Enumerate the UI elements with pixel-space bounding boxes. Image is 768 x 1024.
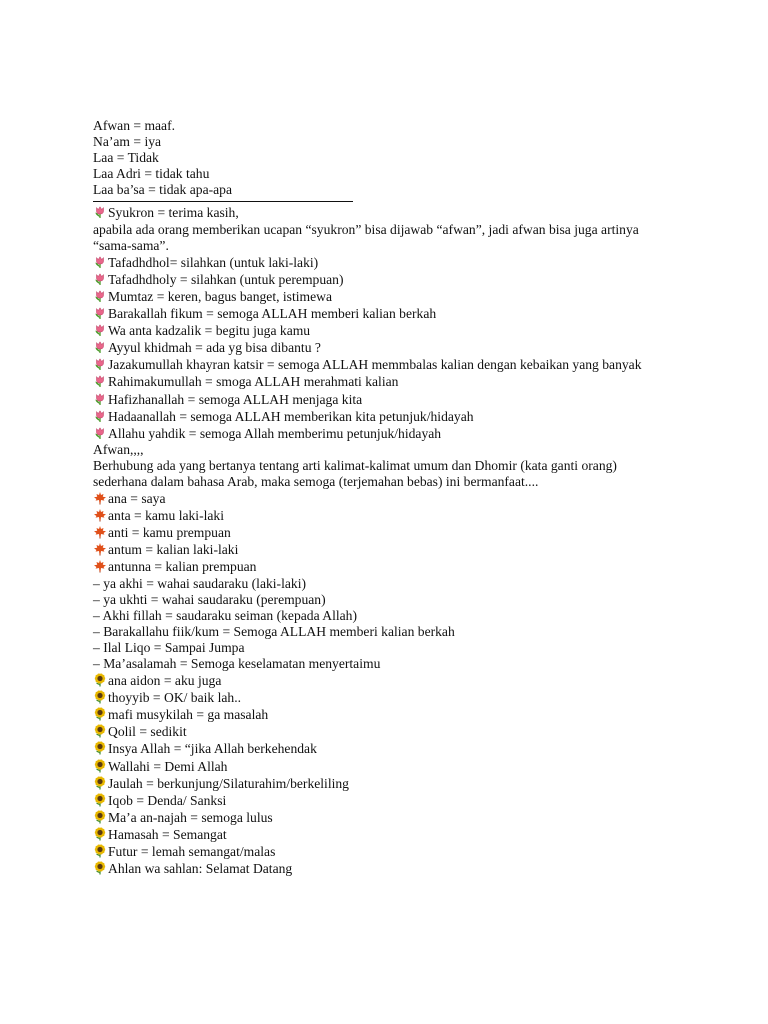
intro-line-text: Afwan = maaf. <box>93 118 176 133</box>
syukron-note <box>93 222 668 254</box>
tulip-item-text: Tafadhdhol= silahkan (untuk laki-laki) <box>108 254 319 270</box>
sunflower-item <box>93 759 693 775</box>
dash-item <box>93 624 693 640</box>
tulip-icon <box>93 374 107 388</box>
sunflower-item-text: Wallahi = Demi Allah <box>108 758 228 774</box>
sunflower-icon <box>93 861 107 875</box>
tulip-icon <box>93 289 107 303</box>
dash-item <box>93 608 693 624</box>
sunflower-item <box>93 810 693 826</box>
dash-item-text: – Akhi fillah = saudaraku seiman (kepada Allah) <box>93 607 357 623</box>
dash-item-text: – Barakallahu fiik/kum = Semoga ALLAH memberi kalian berkah <box>93 623 455 639</box>
tulip-item <box>93 272 693 288</box>
intro-paragraph-text: Berhubung ada yang bertanya tentang arti kalimat-kalimat umum dan Dhomir (kata ganti orang) sederhana dalam bahasa Arab, maka semoga (terjemahan bebas) ini bermanfaat.... <box>93 457 617 489</box>
tulip-item <box>93 409 693 425</box>
dash-item-text: – Ma’asalamah = Semoga keselamatan menyertaimu <box>93 656 381 671</box>
tulip-icon <box>93 255 107 269</box>
tulip-icon <box>93 340 107 354</box>
tulip-icon <box>93 357 107 371</box>
sunflower-item <box>93 793 693 809</box>
intro-line <box>93 118 693 134</box>
sunflower-item <box>93 673 693 689</box>
afwan-line-text: Afwan,,,, <box>93 441 144 457</box>
tulip-icon <box>93 392 107 406</box>
maple-item <box>93 559 693 575</box>
intro-line <box>93 134 693 150</box>
sunflower-item-text: Jaulah = berkunjung/Silaturahim/berkeliling <box>108 775 349 791</box>
sunflower-icon <box>93 844 107 858</box>
tulip-icon <box>93 306 107 320</box>
maple-item-text: ana = saya <box>108 491 166 507</box>
sunflower-item-text: Insya Allah = “jika Allah berkehendak <box>108 741 317 757</box>
maple-leaf-icon <box>93 542 107 556</box>
tulip-icon <box>93 426 107 440</box>
sunflower-item-text: thoyyib = OK/ baik lah.. <box>108 690 242 706</box>
dash-item-text: – Ilal Liqo = Sampai Jumpa <box>93 639 245 655</box>
horizontal-rule <box>93 201 353 202</box>
tulip-item-text: Mumtaz = keren, bagus banget, istimewa <box>108 288 332 304</box>
sunflower-item-text: Qolil = sedikit <box>108 724 187 740</box>
sunflower-icon <box>93 810 107 824</box>
dash-item <box>93 640 693 656</box>
sunflower-icon <box>93 724 107 738</box>
sunflower-item <box>93 861 693 877</box>
tulip-item <box>93 255 693 271</box>
sunflower-item <box>93 741 693 757</box>
syukron-line-text: Syukron = terima kasih, <box>108 205 239 221</box>
tulip-item <box>93 357 668 373</box>
maple-leaf-icon <box>93 508 107 522</box>
sunflower-icon <box>93 827 107 841</box>
dash-item-text: – ya akhi = wahai saudaraku (laki-laki) <box>93 575 306 591</box>
sunflower-item <box>93 724 693 740</box>
maple-item-text: anti = kamu prempuan <box>108 525 231 541</box>
syukron-line <box>93 205 693 221</box>
intro-line-text: Laa = Tidak <box>93 150 159 166</box>
syukron-note-text: apabila ada orang memberikan ucapan “syukron” bisa dijawab “afwan”, jadi afwan bisa juga artinya “sama-sama”. <box>93 221 639 253</box>
tulip-item-text: Hafizhanallah = semoga ALLAH menjaga kita <box>108 391 363 407</box>
maple-leaf-icon <box>93 491 107 505</box>
sunflower-icon <box>93 741 107 755</box>
sunflower-item-text: Hamasah = Semangat <box>108 826 227 842</box>
maple-leaf-icon <box>93 525 107 539</box>
sunflower-icon <box>93 707 107 721</box>
intro-line <box>93 150 693 166</box>
sunflower-icon <box>93 759 107 773</box>
intro-line-text: Laa ba’sa = tidak apa-apa <box>93 182 232 198</box>
tulip-icon <box>93 205 107 219</box>
tulip-item-text: Ayyul khidmah = ada yg bisa dibantu ? <box>108 340 321 356</box>
sunflower-item-text: mafi musykilah = ga masalah <box>108 707 269 723</box>
maple-item-text: antunna = kalian prempuan <box>108 559 257 575</box>
maple-item <box>93 508 693 524</box>
sunflower-item-text: ana aidon = aku juga <box>108 673 222 689</box>
maple-item <box>93 525 693 541</box>
tulip-item-text: Jazakumullah khayran katsir = semoga ALLAH memmbalas kalian dengan kebaikan yang banyak <box>108 357 642 373</box>
tulip-item-text: Wa anta kadzalik = begitu juga kamu <box>108 323 311 339</box>
sunflower-item <box>93 776 693 792</box>
tulip-item <box>93 306 693 322</box>
maple-item <box>93 542 693 558</box>
tulip-item <box>93 374 693 390</box>
sunflower-item <box>93 827 693 843</box>
dash-item-text: – ya ukhti = wahai saudaraku (perempuan) <box>93 591 326 607</box>
tulip-item-text: Rahimakumullah = smoga ALLAH merahmati kalian <box>108 374 399 390</box>
dash-item <box>93 576 693 592</box>
tulip-icon <box>93 272 107 286</box>
tulip-item <box>93 392 693 408</box>
sunflower-item-text: Ma’a an-najah = semoga lulus <box>108 809 273 825</box>
tulip-item-text: Hadaanallah = semoga ALLAH memberikan kita petunjuk/hidayah <box>108 408 474 424</box>
tulip-item-text: Allahu yahdik = semoga Allah memberimu petunjuk/hidayah <box>108 425 442 441</box>
tulip-item-text: Tafadhdholy = silahkan (untuk perempuan) <box>108 271 344 287</box>
sunflower-item <box>93 844 693 860</box>
sunflower-item <box>93 690 693 706</box>
document-page <box>93 118 693 877</box>
sunflower-item <box>93 707 693 723</box>
dash-item <box>93 656 693 672</box>
tulip-item-text: Barakallah fikum = semoga ALLAH memberi kalian berkah <box>108 306 437 322</box>
intro-line-text: Laa Adri = tidak tahu <box>93 166 210 182</box>
afwan-line <box>93 442 693 458</box>
sunflower-icon <box>93 793 107 807</box>
intro-paragraph <box>93 458 668 490</box>
tulip-item <box>93 426 693 442</box>
tulip-item <box>93 289 693 305</box>
sunflower-icon <box>93 776 107 790</box>
maple-item-text: antum = kalian laki-laki <box>108 542 239 558</box>
maple-leaf-icon <box>93 559 107 573</box>
dash-item <box>93 592 693 608</box>
maple-item-text: anta = kamu laki-laki <box>108 508 224 524</box>
intro-line <box>93 166 693 182</box>
sunflower-item-text: Ahlan wa sahlan: Selamat Datang <box>108 861 293 877</box>
tulip-icon <box>93 323 107 337</box>
tulip-icon <box>93 409 107 423</box>
sunflower-item-text: Futur = lemah semangat/malas <box>108 844 276 860</box>
sunflower-icon <box>93 690 107 704</box>
tulip-item <box>93 340 693 356</box>
sunflower-icon <box>93 673 107 687</box>
intro-line-text: Na’am = iya <box>93 134 162 150</box>
sunflower-item-text: Iqob = Denda/ Sanksi <box>108 792 227 808</box>
intro-line <box>93 182 693 198</box>
maple-item <box>93 491 693 507</box>
tulip-item <box>93 323 693 339</box>
